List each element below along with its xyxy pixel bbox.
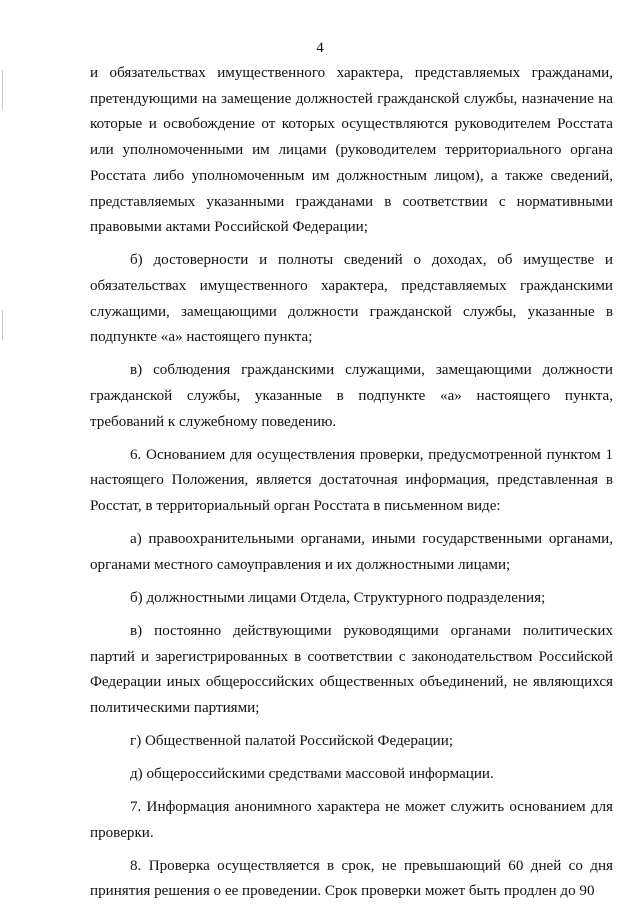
paragraph-item-b: б) должностными лицами Отдела, Структурного подразделения; bbox=[130, 589, 546, 606]
paragraph-item-d: д) общероссийскими средствами массовой информации. bbox=[130, 765, 494, 782]
paragraph-continuation: и обязательствах имущественного характера, представляемых гражданами, претендующими на замещение должностей гражданской службы, назначение на которые и освобождение от которых осуществляются руководителем Росстата или уполномоченными им лицами (руководителем территориального органа Росстата либо уполномоченным им должностным лицом), а также сведений, представляемых указанными гражданами в соответствии с нормативными правовыми актами Российской Федерации; bbox=[90, 65, 613, 236]
scan-margin-mark bbox=[2, 310, 3, 340]
paragraph-point-6: 6. Основанием для осуществления проверки, предусмотренной пунктом 1 настоящего Положения, является достаточная информация, представленная в Росстат, в территориальный орган Росстата в письменном виде: bbox=[90, 446, 613, 515]
page-number: 4 bbox=[316, 40, 324, 56]
scan-margin-mark bbox=[2, 70, 3, 110]
paragraph-item-g: г) Общественной палатой Российской Федерации; bbox=[130, 732, 454, 749]
document-body bbox=[90, 61, 613, 905]
paragraph-point-8: 8. Проверка осуществляется в срок, не превышающий 60 дней со дня принятия решения о ее проведении. Срок проверки может быть продлен до 90 bbox=[90, 857, 613, 900]
paragraph-item-b: б) достоверности и полноты сведений о доходах, об имуществе и обязательствах имущественного характера, представляемых гражданскими служащими, замещающими должности гражданской службы, указанные в подпункте «а» настоящего пункта; bbox=[90, 252, 613, 346]
paragraph-item-a: а) правоохранительными органами, иными государственными органами, органами местного самоуправления и их должностными лицами; bbox=[90, 531, 613, 573]
paragraph-point-7: 7. Информация анонимного характера не может служить основанием для проверки. bbox=[90, 798, 613, 841]
paragraph-item-v: в) постоянно действующими руководящими органами политических партий и зарегистрированных в соответствии с законодательством Российской Федерации иных общероссийских общественных объединений, не являющихся политическими партиями; bbox=[90, 622, 613, 716]
paragraph-item-v: в) соблюдения гражданскими служащими, замещающими должности гражданской службы, указанные в подпункте «а» настоящего пункта, требований к служебному поведению. bbox=[90, 362, 613, 430]
